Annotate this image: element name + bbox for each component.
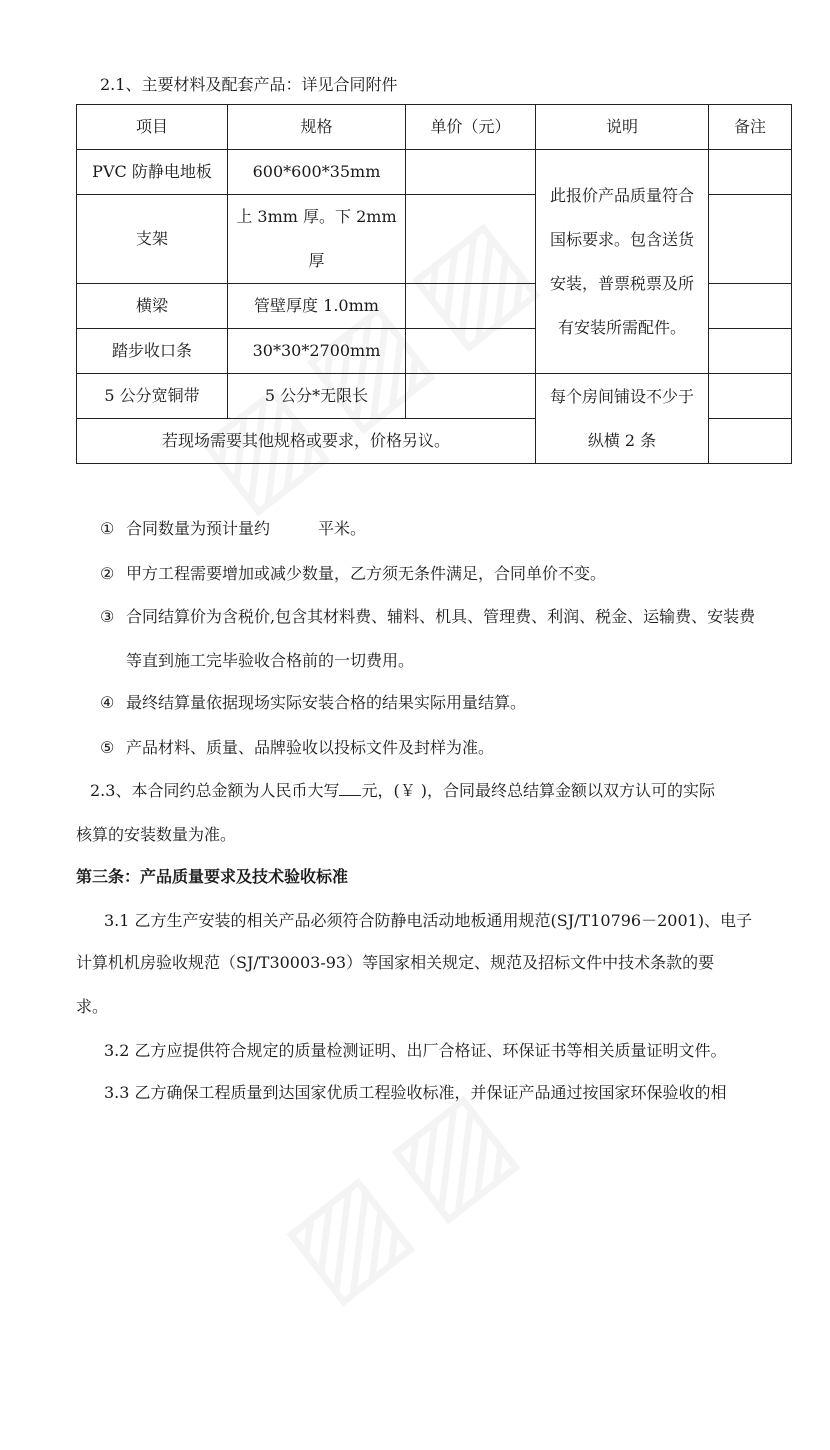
- cell-item: 5 公分宽铜带: [77, 374, 228, 419]
- cell-description-merged-2: 每个房间铺设不少于 纵横 2 条: [536, 374, 709, 464]
- header-item: 项目: [77, 105, 228, 150]
- cell-remark: [709, 374, 792, 419]
- list-item: ③ 合同结算价为含税价,包含其材料费、辅料、机具、管理费、利润、税金、运输费、安装费: [100, 607, 756, 626]
- cell-remark: [709, 195, 792, 284]
- cell-remark: [709, 284, 792, 329]
- header-remark: 备注: [709, 105, 792, 150]
- cell-price: [406, 150, 536, 195]
- cell-price: [406, 329, 536, 374]
- cell-spec: 600*600*35mm: [228, 150, 406, 195]
- cell-description-merged: 此报价产品质量符合 国标要求。包含送货 安装，普票税票及所 有安装所需配件。: [536, 150, 709, 374]
- cell-item: 支架: [77, 195, 228, 284]
- section-2-3-line2: 核算的安装数量为准。: [76, 825, 237, 844]
- amount-blank: [339, 781, 361, 796]
- list-item: ④ 最终结算量依据现场实际安装合格的结果实际用量结算。: [100, 693, 527, 712]
- cell-item: 踏步收口条: [77, 329, 228, 374]
- clause-3-1-line3: 求。: [76, 997, 109, 1016]
- list-item: ① 合同数量为预计量约 平米。: [100, 519, 367, 538]
- materials-table: [76, 104, 792, 464]
- cell-item: 横梁: [77, 284, 228, 329]
- cell-item: PVC 防静电地板: [77, 150, 228, 195]
- cell-remark: [709, 150, 792, 195]
- cell-spec: 管壁厚度 1.0mm: [228, 284, 406, 329]
- list-item-continuation: 等直到施工完毕验收合格前的一切费用。: [126, 651, 415, 670]
- header-unit-price: 单价（元）: [406, 105, 536, 150]
- cell-spec: 5 公分*无限长: [228, 374, 406, 419]
- section-2-3-line1: 2.3、本合同约总金额为人民币大写 元，(￥ )，合同最终总结算金额以双方认可的实际: [90, 781, 716, 800]
- table-row: [77, 150, 792, 195]
- clause-3-1-line2: 计算机机房验收规范（SJ/T30003-93）等国家相关规定、规范及招标文件中技术条款的要: [76, 953, 715, 972]
- header-spec: 规格: [228, 105, 406, 150]
- list-item: ⑤ 产品材料、质量、品牌验收以投标文件及封样为准。: [100, 738, 495, 757]
- table-row: [77, 374, 792, 419]
- cell-price: [406, 284, 536, 329]
- clause-3-2: 3.2 乙方应提供符合规定的质量检测证明、出厂合格证、环保证书等相关质量证明文件。: [104, 1041, 727, 1060]
- cell-spec: 上 3mm 厚。下 2mm 厚: [228, 195, 406, 284]
- cell-remark: [709, 329, 792, 374]
- article-3-title: 第三条：产品质量要求及技术验收标准: [76, 867, 349, 886]
- list-item: ② 甲方工程需要增加或减少数量，乙方须无条件满足，合同单价不变。: [100, 564, 607, 583]
- table-footer-note: 若现场需要其他规格或要求，价格另议。: [77, 419, 536, 464]
- section-2-1-heading: 2.1、主要材料及配套产品：详见合同附件: [100, 75, 398, 94]
- header-description: 说明: [536, 105, 709, 150]
- table-header-row: [77, 105, 792, 150]
- clause-3-1-line1: 3.1 乙方生产安装的相关产品必须符合防静电活动地板通用规范(SJ/T10796－2001)、电子: [104, 911, 753, 930]
- cell-remark: [709, 419, 792, 464]
- cell-price: [406, 195, 536, 284]
- clause-3-3: 3.3 乙方确保工程质量到达国家优质工程验收标准，并保证产品通过按国家环保验收的相: [104, 1083, 727, 1102]
- cell-price: [406, 374, 536, 419]
- cell-spec: 30*30*2700mm: [228, 329, 406, 374]
